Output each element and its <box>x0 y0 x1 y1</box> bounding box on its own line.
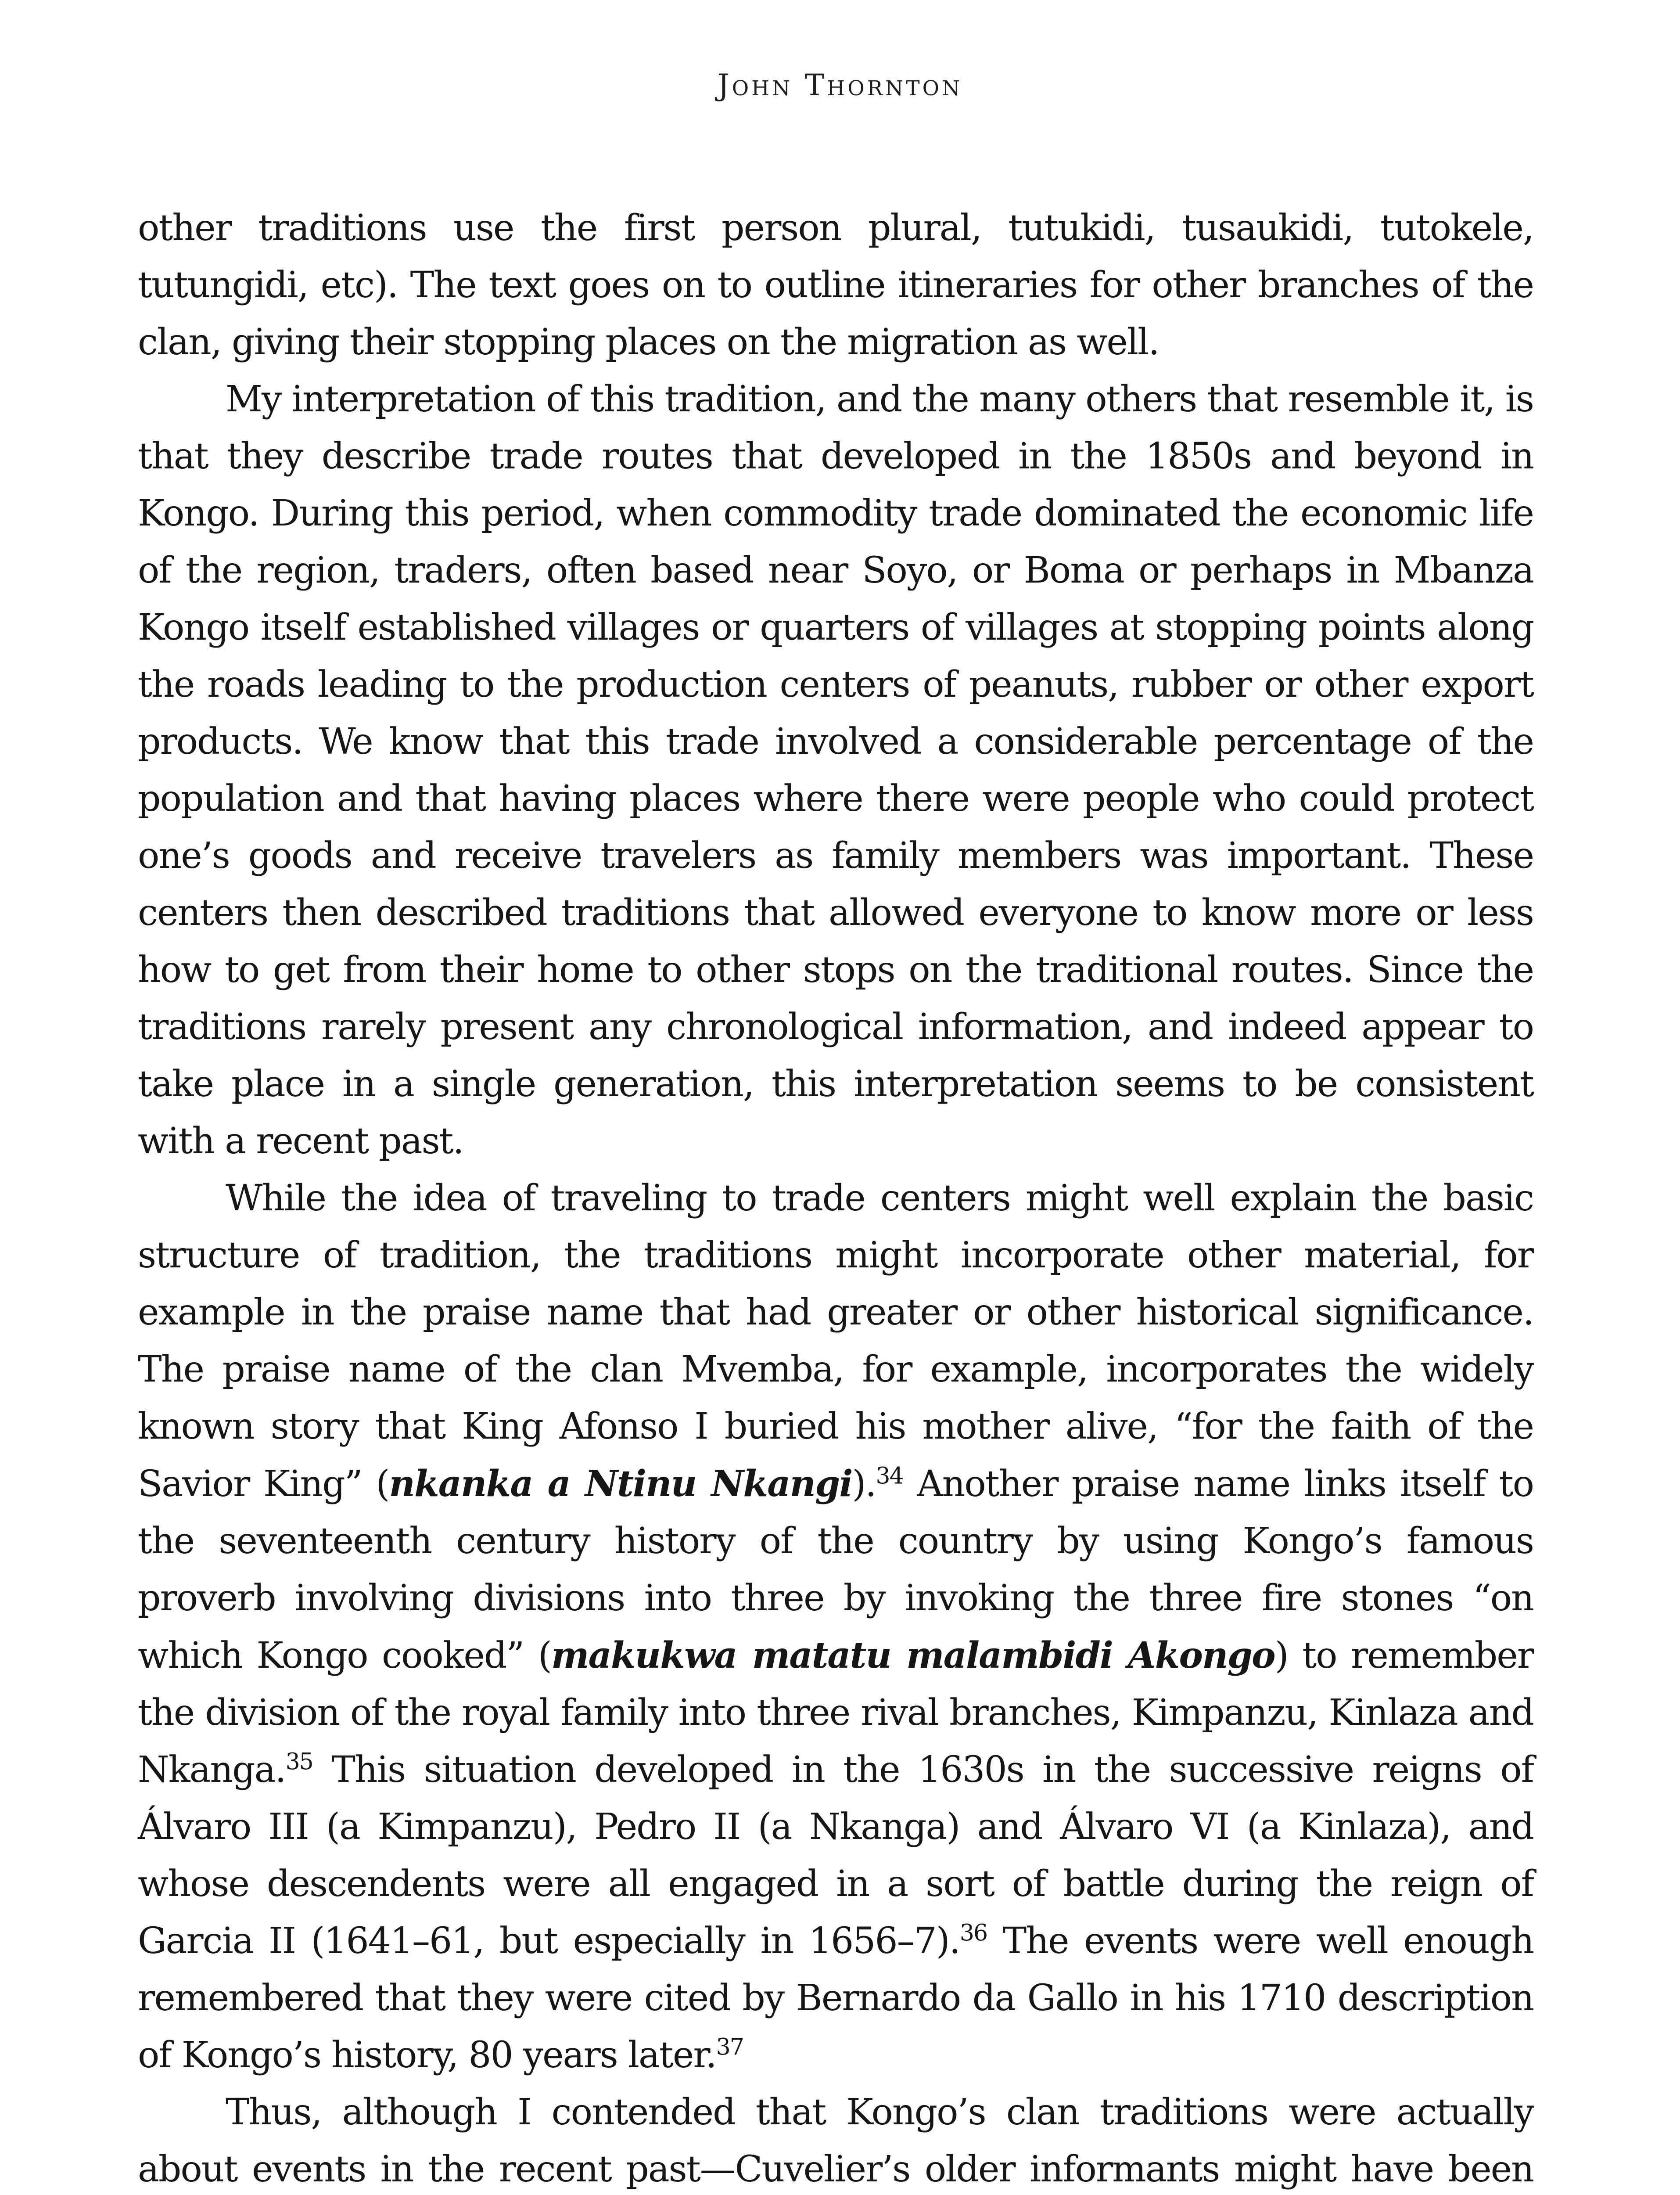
text-run: Another praise name links itself to the seventeenth century history of the country by using Kongo’s famous proverb involving divisions into three by invoking the three fire stones “on which Kongo cooked” ( <box>138 1463 1533 1677</box>
text-run: Thus, although I contended that Kongo’s clan traditions were actually about events in the recent past—Cuvelier’s older informants might have been <box>138 2091 1533 2190</box>
text-run: ) to remember the division of the royal family into three rival branches, Kimpanzu, Kinlaza and Nkanga. <box>138 1635 1533 1791</box>
paragraph-4 <box>138 2084 1533 2195</box>
text-run: This situation developed in the 1630s in the successive reigns of Álvaro III (a Kimpanzu), Pedro II (a Nkanga) and Álvaro VI (a Kinlaza), and whose descendents were all engaged in a sort of battle during the reign of Garcia II (1641–61, but especially in 1656–7). <box>138 1749 1533 1962</box>
kikongo-phrase: makukwa matatu malambidi Akongo <box>551 1634 1275 1677</box>
footnote-ref-35: 35 <box>285 1749 313 1775</box>
body-text <box>138 200 1533 2195</box>
footnote-ref-34: 34 <box>876 1463 903 1490</box>
text-run: While the idea of traveling to trade centers might well explain the basic structure of tradition, the traditions might incorporate other material, for example in the praise name that had greater or other historical significance. The praise name of the clan Mvemba, for example, incorporates the widely known story that King Afonso I buried his mother alive, “for the faith of the Savior King” ( <box>138 1177 1533 1505</box>
text-run: ). <box>852 1463 876 1505</box>
running-head: John Thornton <box>717 68 963 102</box>
footnote-ref-37: 37 <box>716 2034 743 2061</box>
text-run: The events were well enough remembered that they were cited by Bernardo da Gallo in his 1710 description of Kongo’s history, 80 years later. <box>138 1920 1534 2076</box>
footnote-ref-36: 36 <box>959 1920 987 1947</box>
paragraph-2: My interpretation of this tradition, and the many others that resemble it, is that they describe trade routes that developed in the 1850s and beyond in Kongo. During this period, when commodity trade dominated the economic life of the region, traders, often based near Soyo, or Boma or perhaps in Mbanza Kongo itself established villages or quarters of villages at stopping points along the roads leading to the production centers of peanuts, rubber or other export products. We know that this trade involved a considerable percentage of the population and that having places where there were people who could protect one’s goods and receive travelers as family members was important. These centers then described traditions that allowed everyone to know more or less how to get from their home to other stops on the traditional routes. Since the traditions rarely present any chronological information, and indeed appear to take place in a single generation, this interpretation seems to be consistent with a recent past. <box>138 378 1533 1162</box>
kikongo-phrase: nkanka a Ntinu Nkangi <box>389 1463 852 1505</box>
paragraph-3 <box>138 1170 1533 2084</box>
paragraph-1: other traditions use the first person plural, tutukidi, tusaukidi, tutokele, tutungidi, etc). The text goes on to outline itineraries for other branches of the clan, giving their stopping places on the migration as well. <box>138 207 1533 363</box>
